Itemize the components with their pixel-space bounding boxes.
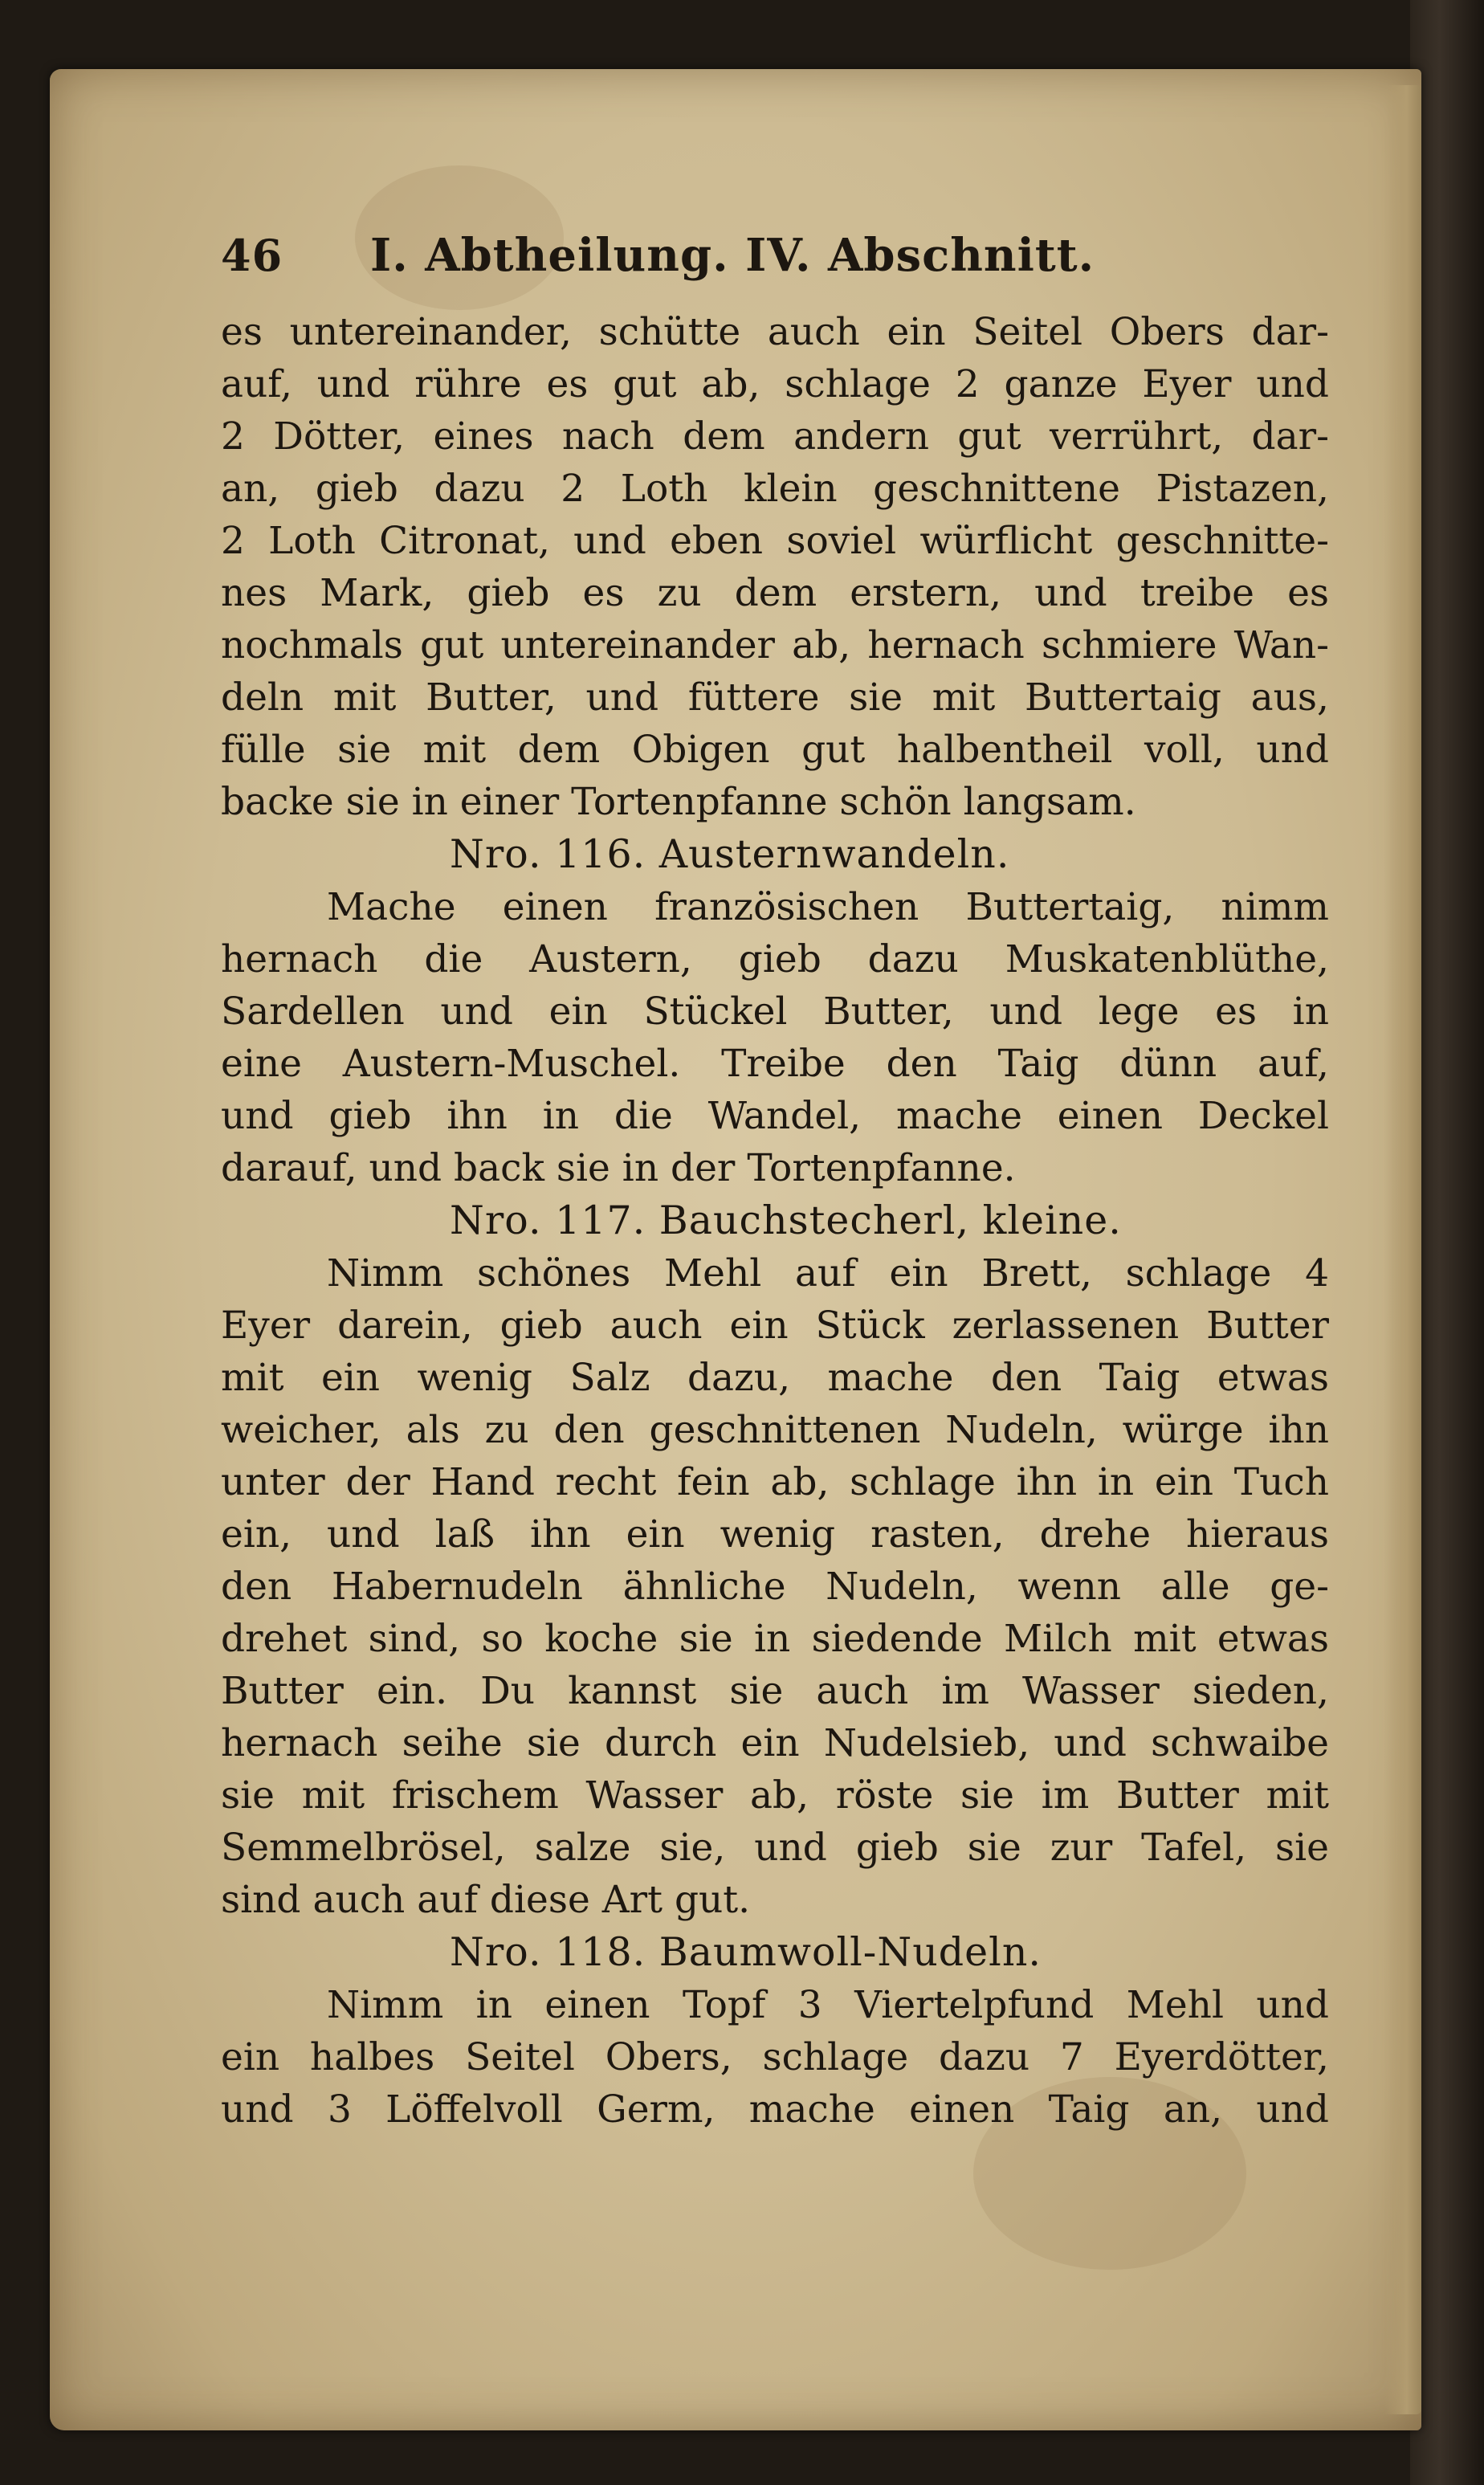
text-line: mit ein wenig Salz dazu, mache den Taig etwas bbox=[221, 1356, 1329, 1400]
recipe-heading: Nro. 118. Baumwoll-Nudeln. bbox=[450, 1929, 1042, 1975]
text-line: den Habernudeln ähnliche Nudeln, wenn alle ge- bbox=[221, 1565, 1329, 1609]
text-line: an, gieb dazu 2 Loth klein geschnittene Pistazen, bbox=[221, 467, 1329, 511]
text-line: weicher, als zu den geschnittenen Nudeln, würge ihn bbox=[221, 1408, 1329, 1452]
text-line: auf, und rühre es gut ab, schlage 2 ganze Eyer und bbox=[221, 362, 1329, 406]
page-number: 46 bbox=[221, 230, 283, 281]
text-line: hernach seihe sie durch ein Nudelsieb, und schwaibe bbox=[221, 1721, 1329, 1765]
recipe-117 bbox=[221, 1194, 1329, 1926]
text-line: 2 Loth Citronat, und eben soviel würflicht geschnitte- bbox=[221, 519, 1329, 563]
text-line: nochmals gut untereinander ab, hernach schmiere Wan- bbox=[221, 623, 1329, 667]
text-line: Sardellen und ein Stückel Butter, und lege es in bbox=[221, 990, 1329, 1034]
text-line: darauf, und back sie in der Tortenpfanne. bbox=[221, 1146, 1016, 1190]
recipe-116 bbox=[221, 828, 1329, 1194]
text-line: Eyer darein, gieb auch ein Stück zerlassenen Butter bbox=[221, 1304, 1329, 1348]
text-line: nes Mark, gieb es zu dem erstern, und treibe es bbox=[221, 571, 1329, 615]
text-line: Butter ein. Du kannst sie auch im Wasser sieden, bbox=[221, 1669, 1329, 1713]
recipe-heading: Nro. 117. Bauchstecherl, kleine. bbox=[450, 1198, 1122, 1243]
running-head-title: I. Abtheilung. IV. Abschnitt. bbox=[370, 229, 1095, 282]
text-line: ein halbes Seitel Obers, schlage dazu 7 Eyerdötter, bbox=[221, 2035, 1329, 2079]
text-line: Mache einen französischen Buttertaig, nimm bbox=[327, 885, 1329, 929]
text-line: Semmelbrösel, salze sie, und gieb sie zur Tafel, sie bbox=[221, 1826, 1329, 1870]
page-edge bbox=[1384, 85, 1421, 2414]
text-line: Nimm schönes Mehl auf ein Brett, schlage 4 bbox=[327, 1251, 1329, 1296]
running-head bbox=[221, 229, 1329, 306]
page-text bbox=[221, 229, 1329, 2136]
text-line: fülle sie mit dem Obigen gut halbentheil voll, und bbox=[221, 728, 1329, 772]
continued-recipe-text bbox=[221, 306, 1329, 828]
text-line: ein, und laß ihn ein wenig rasten, drehe hieraus bbox=[221, 1512, 1329, 1557]
text-line: sie mit frischem Wasser ab, röste sie im Butter mit bbox=[221, 1773, 1329, 1818]
text-line: hernach die Austern, gieb dazu Muskatenblüthe, bbox=[221, 937, 1329, 981]
text-line: backe sie in einer Tortenpfanne schön langsam. bbox=[221, 780, 1136, 824]
text-line: und 3 Löffelvoll Germ, mache einen Taig an, und bbox=[221, 2087, 1329, 2132]
text-line: Nimm in einen Topf 3 Viertelpfund Mehl und bbox=[327, 1983, 1329, 2027]
text-line: drehet sind, so koche sie in siedende Milch mit etwas bbox=[221, 1617, 1329, 1661]
text-line: es untereinander, schütte auch ein Seitel Obers dar- bbox=[221, 310, 1329, 354]
text-line: deln mit Butter, und füttere sie mit Buttertaig aus, bbox=[221, 675, 1329, 720]
text-line: sind auch auf diese Art gut. bbox=[221, 1878, 751, 1922]
recipe-heading: Nro. 116. Austernwandeln. bbox=[450, 831, 1010, 877]
text-line: und gieb ihn in die Wandel, mache einen Deckel bbox=[221, 1094, 1329, 1138]
text-line: 2 Dötter, eines nach dem andern gut verrührt, dar- bbox=[221, 414, 1329, 459]
recipe-118 bbox=[221, 1926, 1329, 2136]
text-line: unter der Hand recht fein ab, schlage ihn in ein Tuch bbox=[221, 1460, 1329, 1504]
text-line: eine Austern-Muschel. Treibe den Taig dünn auf, bbox=[221, 1042, 1329, 1086]
